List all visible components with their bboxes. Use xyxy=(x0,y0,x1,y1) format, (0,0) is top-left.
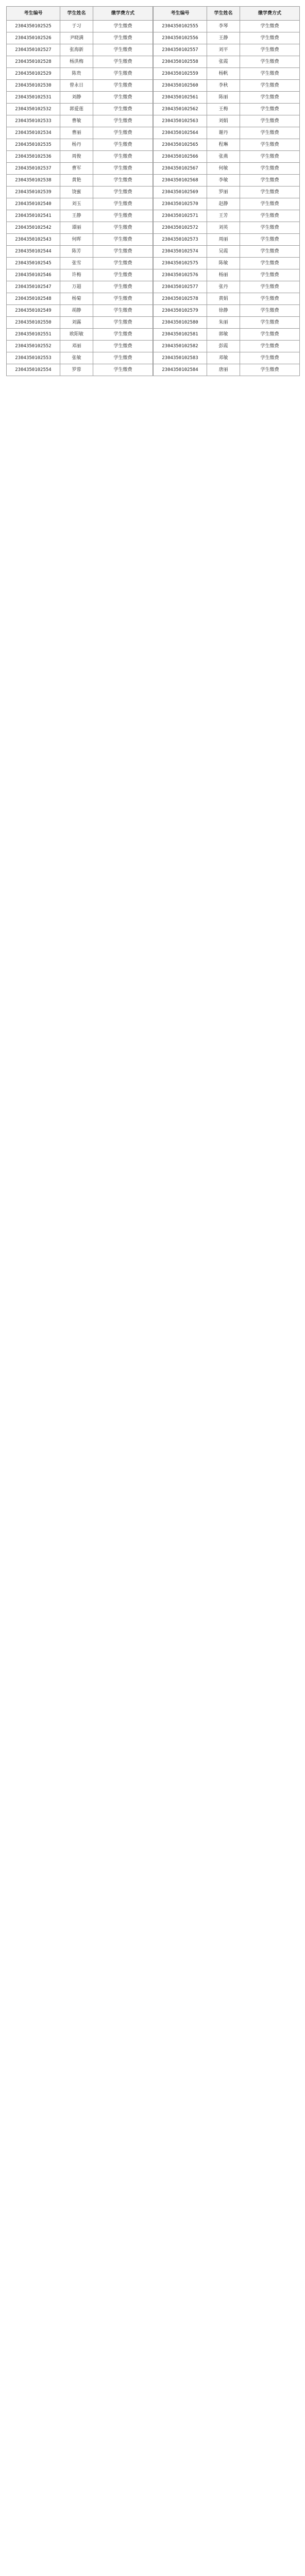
table-row xyxy=(154,139,300,151)
student-name-cell: 张丹 xyxy=(207,281,240,293)
table-row xyxy=(154,305,300,317)
student-name-cell: 刘露 xyxy=(60,317,93,329)
table-row xyxy=(154,198,300,210)
tuition-method-cell: 学生缴费 xyxy=(93,104,153,115)
exam-number-cell: 2304350102550 xyxy=(7,317,60,329)
student-name-cell: 刘平 xyxy=(207,44,240,56)
exam-number-cell: 2304350102532 xyxy=(7,104,60,115)
tuition-method-cell: 学生缴费 xyxy=(240,281,300,293)
tuition-method-cell: 学生缴费 xyxy=(240,175,300,187)
student-name-cell: 郭爱莲 xyxy=(60,104,93,115)
table-row xyxy=(7,127,153,139)
exam-number-cell: 2304350102577 xyxy=(154,281,207,293)
tuition-method-cell: 学生缴费 xyxy=(93,293,153,305)
tuition-method-cell: 学生缴费 xyxy=(93,341,153,352)
table-row xyxy=(7,281,153,293)
table-row xyxy=(7,210,153,222)
student-name-cell: 杨洪梅 xyxy=(60,56,93,68)
student-name-cell: 万超 xyxy=(60,281,93,293)
student-name-cell: 黄娟 xyxy=(207,293,240,305)
exam-number-cell: 2304350102562 xyxy=(154,104,207,115)
student-name-cell: 张霞 xyxy=(207,56,240,68)
student-name-cell: 周俊 xyxy=(60,151,93,163)
tuition-method-cell: 学生缴费 xyxy=(240,139,300,151)
student-name-cell: 罗丽 xyxy=(207,187,240,198)
header-tuition-method: 缴学费方式 xyxy=(240,7,300,21)
exam-number-cell: 2304350102538 xyxy=(7,175,60,187)
student-name-cell: 谭丽 xyxy=(60,222,93,234)
table-row xyxy=(154,92,300,104)
tuition-method-cell: 学生缴费 xyxy=(240,293,300,305)
exam-number-cell: 2304350102584 xyxy=(154,364,207,376)
student-name-cell: 杨丽 xyxy=(207,269,240,281)
tuition-method-cell: 学生缴费 xyxy=(240,269,300,281)
student-name-cell: 张海新 xyxy=(60,44,93,56)
tuition-method-cell: 学生缴费 xyxy=(240,210,300,222)
exam-number-cell: 2304350102530 xyxy=(7,80,60,92)
table-row xyxy=(7,305,153,317)
document-page xyxy=(6,6,299,376)
student-name-cell: 黄艳 xyxy=(60,175,93,187)
student-name-cell: 王静 xyxy=(207,32,240,44)
tuition-method-cell: 学生缴费 xyxy=(93,21,153,32)
student-name-cell: 曹敏 xyxy=(60,115,93,127)
student-name-cell: 尹晓满 xyxy=(60,32,93,44)
tuition-method-cell: 学生缴费 xyxy=(93,210,153,222)
exam-number-cell: 2304350102559 xyxy=(154,68,207,80)
student-name-cell: 张敏 xyxy=(60,352,93,364)
exam-number-cell: 2304350102553 xyxy=(7,352,60,364)
tuition-method-cell: 学生缴费 xyxy=(240,234,300,246)
tuition-method-cell: 学生缴费 xyxy=(240,115,300,127)
exam-number-cell: 2304350102555 xyxy=(154,21,207,32)
tuition-method-cell: 学生缴费 xyxy=(93,92,153,104)
header-tuition-method: 缴学费方式 xyxy=(93,7,153,21)
tuition-method-cell: 学生缴费 xyxy=(93,281,153,293)
roster-sheet xyxy=(6,6,299,376)
student-name-cell: 王芳 xyxy=(207,210,240,222)
exam-number-cell: 2304350102566 xyxy=(154,151,207,163)
table-row xyxy=(7,139,153,151)
table-row xyxy=(7,163,153,175)
student-name-cell: 陈贵 xyxy=(60,68,93,80)
exam-number-cell: 2304350102572 xyxy=(154,222,207,234)
student-name-cell: 赵静 xyxy=(207,198,240,210)
table-row xyxy=(7,104,153,115)
table-row xyxy=(154,281,300,293)
table-row xyxy=(7,222,153,234)
exam-number-cell: 2304350102548 xyxy=(7,293,60,305)
exam-number-cell: 2304350102533 xyxy=(7,115,60,127)
tuition-method-cell: 学生缴费 xyxy=(240,92,300,104)
tuition-method-cell: 学生缴费 xyxy=(240,364,300,376)
student-name-cell: 邓敏 xyxy=(207,352,240,364)
tuition-method-cell: 学生缴费 xyxy=(93,163,153,175)
exam-number-cell: 2304350102570 xyxy=(154,198,207,210)
tuition-method-cell: 学生缴费 xyxy=(240,258,300,269)
table-row xyxy=(154,80,300,92)
tuition-method-cell: 学生缴费 xyxy=(93,234,153,246)
exam-number-cell: 2304350102543 xyxy=(7,234,60,246)
table-row xyxy=(154,56,300,68)
exam-number-cell: 2304350102537 xyxy=(7,163,60,175)
exam-number-cell: 2304350102527 xyxy=(7,44,60,56)
student-name-cell: 唐丽 xyxy=(207,364,240,376)
student-name-cell: 杨帆 xyxy=(207,68,240,80)
student-name-cell: 刘玉 xyxy=(60,198,93,210)
header-exam-number: 考生编号 xyxy=(154,7,207,21)
table-row xyxy=(7,175,153,187)
exam-number-cell: 2304350102561 xyxy=(154,92,207,104)
tuition-method-cell: 学生缴费 xyxy=(240,198,300,210)
exam-number-cell: 2304350102547 xyxy=(7,281,60,293)
student-name-cell: 何敏 xyxy=(207,163,240,175)
exam-number-cell: 2304350102578 xyxy=(154,293,207,305)
table-row xyxy=(154,364,300,376)
tuition-method-cell: 学生缴费 xyxy=(240,127,300,139)
table-row xyxy=(154,21,300,32)
student-name-cell: 刘静 xyxy=(60,92,93,104)
tuition-method-cell: 学生缴费 xyxy=(240,352,300,364)
table-row xyxy=(7,44,153,56)
table-row xyxy=(154,44,300,56)
exam-number-cell: 2304350102526 xyxy=(7,32,60,44)
exam-number-cell: 2304350102544 xyxy=(7,246,60,258)
table-row xyxy=(7,56,153,68)
tuition-method-cell: 学生缴费 xyxy=(93,151,153,163)
table-row xyxy=(154,246,300,258)
student-name-cell: 程琳 xyxy=(207,139,240,151)
student-name-cell: 徐静 xyxy=(207,305,240,317)
tuition-method-cell: 学生缴费 xyxy=(240,56,300,68)
tuition-method-cell: 学生缴费 xyxy=(240,329,300,341)
student-name-cell: 朱丽 xyxy=(207,317,240,329)
table-row xyxy=(154,317,300,329)
header-row xyxy=(154,7,300,21)
student-name-cell: 李秋 xyxy=(207,80,240,92)
table-row xyxy=(154,234,300,246)
tuition-method-cell: 学生缴费 xyxy=(93,127,153,139)
roster-table-left xyxy=(6,6,153,376)
exam-number-cell: 2304350102575 xyxy=(154,258,207,269)
tuition-method-cell: 学生缴费 xyxy=(93,352,153,364)
table-row xyxy=(154,68,300,80)
exam-number-cell: 2304350102581 xyxy=(154,329,207,341)
tuition-method-cell: 学生缴费 xyxy=(240,44,300,56)
student-name-cell: 罗蓉 xyxy=(60,364,93,376)
exam-number-cell: 2304350102573 xyxy=(154,234,207,246)
exam-number-cell: 2304350102557 xyxy=(154,44,207,56)
table-row xyxy=(7,115,153,127)
tuition-method-cell: 学生缴费 xyxy=(93,56,153,68)
table-row xyxy=(7,246,153,258)
roster-table-right xyxy=(153,6,300,376)
table-row xyxy=(7,269,153,281)
student-name-cell: 于习 xyxy=(60,21,93,32)
student-name-cell: 曹丽 xyxy=(60,127,93,139)
table-row xyxy=(7,364,153,376)
student-name-cell: 彭霞 xyxy=(207,341,240,352)
table-row xyxy=(7,187,153,198)
exam-number-cell: 2304350102579 xyxy=(154,305,207,317)
tuition-method-cell: 学生缴费 xyxy=(240,21,300,32)
student-name-cell: 张燕 xyxy=(207,151,240,163)
table-row xyxy=(154,258,300,269)
table-row xyxy=(154,151,300,163)
exam-number-cell: 2304350102569 xyxy=(154,187,207,198)
table-row xyxy=(7,258,153,269)
exam-number-cell: 2304350102552 xyxy=(7,341,60,352)
student-name-cell: 杨菊 xyxy=(60,293,93,305)
student-name-cell: 何晖 xyxy=(60,234,93,246)
student-name-cell: 曹军 xyxy=(60,163,93,175)
tuition-method-cell: 学生缴费 xyxy=(93,329,153,341)
tuition-method-cell: 学生缴费 xyxy=(93,246,153,258)
tuition-method-cell: 学生缴费 xyxy=(93,115,153,127)
exam-number-cell: 2304350102582 xyxy=(154,341,207,352)
student-name-cell: 王静 xyxy=(60,210,93,222)
exam-number-cell: 2304350102539 xyxy=(7,187,60,198)
exam-number-cell: 2304350102554 xyxy=(7,364,60,376)
header-student-name: 学生姓名 xyxy=(60,7,93,21)
student-name-cell: 郭敏 xyxy=(207,329,240,341)
exam-number-cell: 2304350102529 xyxy=(7,68,60,80)
exam-number-cell: 2304350102535 xyxy=(7,139,60,151)
tuition-method-cell: 学生缴费 xyxy=(240,222,300,234)
exam-number-cell: 2304350102580 xyxy=(154,317,207,329)
student-name-cell: 邓丽 xyxy=(60,341,93,352)
exam-number-cell: 2304350102574 xyxy=(154,246,207,258)
tuition-method-cell: 学生缴费 xyxy=(240,151,300,163)
table-row xyxy=(7,80,153,92)
exam-number-cell: 2304350102545 xyxy=(7,258,60,269)
tuition-method-cell: 学生缴费 xyxy=(240,317,300,329)
tuition-method-cell: 学生缴费 xyxy=(240,32,300,44)
tuition-method-cell: 学生缴费 xyxy=(93,175,153,187)
exam-number-cell: 2304350102551 xyxy=(7,329,60,341)
table-row xyxy=(7,352,153,364)
exam-number-cell: 2304350102536 xyxy=(7,151,60,163)
table-row xyxy=(154,104,300,115)
exam-number-cell: 2304350102567 xyxy=(154,163,207,175)
table-row xyxy=(154,210,300,222)
tuition-method-cell: 学生缴费 xyxy=(93,305,153,317)
exam-number-cell: 2304350102564 xyxy=(154,127,207,139)
table-row xyxy=(154,187,300,198)
table-row xyxy=(154,32,300,44)
header-student-name: 学生姓名 xyxy=(207,7,240,21)
exam-number-cell: 2304350102560 xyxy=(154,80,207,92)
table-row xyxy=(7,32,153,44)
exam-number-cell: 2304350102531 xyxy=(7,92,60,104)
tuition-method-cell: 学生缴费 xyxy=(93,364,153,376)
student-name-cell: 许梅 xyxy=(60,269,93,281)
exam-number-cell: 2304350102546 xyxy=(7,269,60,281)
exam-number-cell: 2304350102540 xyxy=(7,198,60,210)
student-name-cell: 周丽 xyxy=(207,234,240,246)
table-row xyxy=(7,317,153,329)
tuition-method-cell: 学生缴费 xyxy=(93,80,153,92)
table-row xyxy=(7,198,153,210)
tuition-method-cell: 学生缴费 xyxy=(93,44,153,56)
student-name-cell: 曾永日 xyxy=(60,80,93,92)
table-row xyxy=(154,269,300,281)
exam-number-cell: 2304350102542 xyxy=(7,222,60,234)
table-row xyxy=(154,222,300,234)
exam-number-cell: 2304350102558 xyxy=(154,56,207,68)
student-name-cell: 李琴 xyxy=(207,21,240,32)
tuition-method-cell: 学生缴费 xyxy=(93,68,153,80)
table-row xyxy=(154,329,300,341)
student-name-cell: 胡静 xyxy=(60,305,93,317)
student-name-cell: 刘英 xyxy=(207,222,240,234)
table-row xyxy=(154,341,300,352)
exam-number-cell: 2304350102525 xyxy=(7,21,60,32)
exam-number-cell: 2304350102563 xyxy=(154,115,207,127)
tuition-method-cell: 学生缴费 xyxy=(240,80,300,92)
table-row xyxy=(154,352,300,364)
exam-number-cell: 2304350102541 xyxy=(7,210,60,222)
tuition-method-cell: 学生缴费 xyxy=(240,246,300,258)
tuition-method-cell: 学生缴费 xyxy=(240,341,300,352)
student-name-cell: 陈敏 xyxy=(207,258,240,269)
header-row xyxy=(7,7,153,21)
table-row xyxy=(7,21,153,32)
tuition-method-cell: 学生缴费 xyxy=(93,139,153,151)
student-name-cell: 李敏 xyxy=(207,175,240,187)
table-row xyxy=(7,151,153,163)
student-name-cell: 刘娟 xyxy=(207,115,240,127)
tuition-method-cell: 学生缴费 xyxy=(93,222,153,234)
tuition-method-cell: 学生缴费 xyxy=(93,187,153,198)
tuition-method-cell: 学生缴费 xyxy=(93,317,153,329)
student-name-cell: 吴霞 xyxy=(207,246,240,258)
exam-number-cell: 2304350102549 xyxy=(7,305,60,317)
student-name-cell: 陈芳 xyxy=(60,246,93,258)
tuition-method-cell: 学生缴费 xyxy=(240,68,300,80)
exam-number-cell: 2304350102568 xyxy=(154,175,207,187)
table-row xyxy=(154,127,300,139)
exam-number-cell: 2304350102556 xyxy=(154,32,207,44)
exam-number-cell: 2304350102576 xyxy=(154,269,207,281)
student-name-cell: 王梅 xyxy=(207,104,240,115)
table-row xyxy=(7,68,153,80)
tuition-method-cell: 学生缴费 xyxy=(240,305,300,317)
tuition-method-cell: 学生缴费 xyxy=(93,258,153,269)
table-row xyxy=(154,175,300,187)
tuition-method-cell: 学生缴费 xyxy=(240,163,300,175)
table-row xyxy=(154,115,300,127)
tuition-method-cell: 学生缴费 xyxy=(93,198,153,210)
table-row xyxy=(154,163,300,175)
table-row xyxy=(7,329,153,341)
exam-number-cell: 2304350102571 xyxy=(154,210,207,222)
student-name-cell: 陈丽 xyxy=(207,92,240,104)
tuition-method-cell: 学生缴费 xyxy=(93,269,153,281)
tuition-method-cell: 学生缴费 xyxy=(240,104,300,115)
table-row xyxy=(7,234,153,246)
exam-number-cell: 2304350102534 xyxy=(7,127,60,139)
table-row xyxy=(7,293,153,305)
header-exam-number: 考生编号 xyxy=(7,7,60,21)
table-row xyxy=(154,293,300,305)
student-name-cell: 杨丹 xyxy=(60,139,93,151)
student-name-cell: 饶蜜 xyxy=(60,187,93,198)
student-name-cell: 张雪 xyxy=(60,258,93,269)
student-name-cell: 欧阳敏 xyxy=(60,329,93,341)
tuition-method-cell: 学生缴费 xyxy=(240,187,300,198)
tuition-method-cell: 学生缴费 xyxy=(93,32,153,44)
exam-number-cell: 2304350102528 xyxy=(7,56,60,68)
student-name-cell: 谢丹 xyxy=(207,127,240,139)
exam-number-cell: 2304350102565 xyxy=(154,139,207,151)
table-row xyxy=(7,341,153,352)
table-row xyxy=(7,92,153,104)
exam-number-cell: 2304350102583 xyxy=(154,352,207,364)
